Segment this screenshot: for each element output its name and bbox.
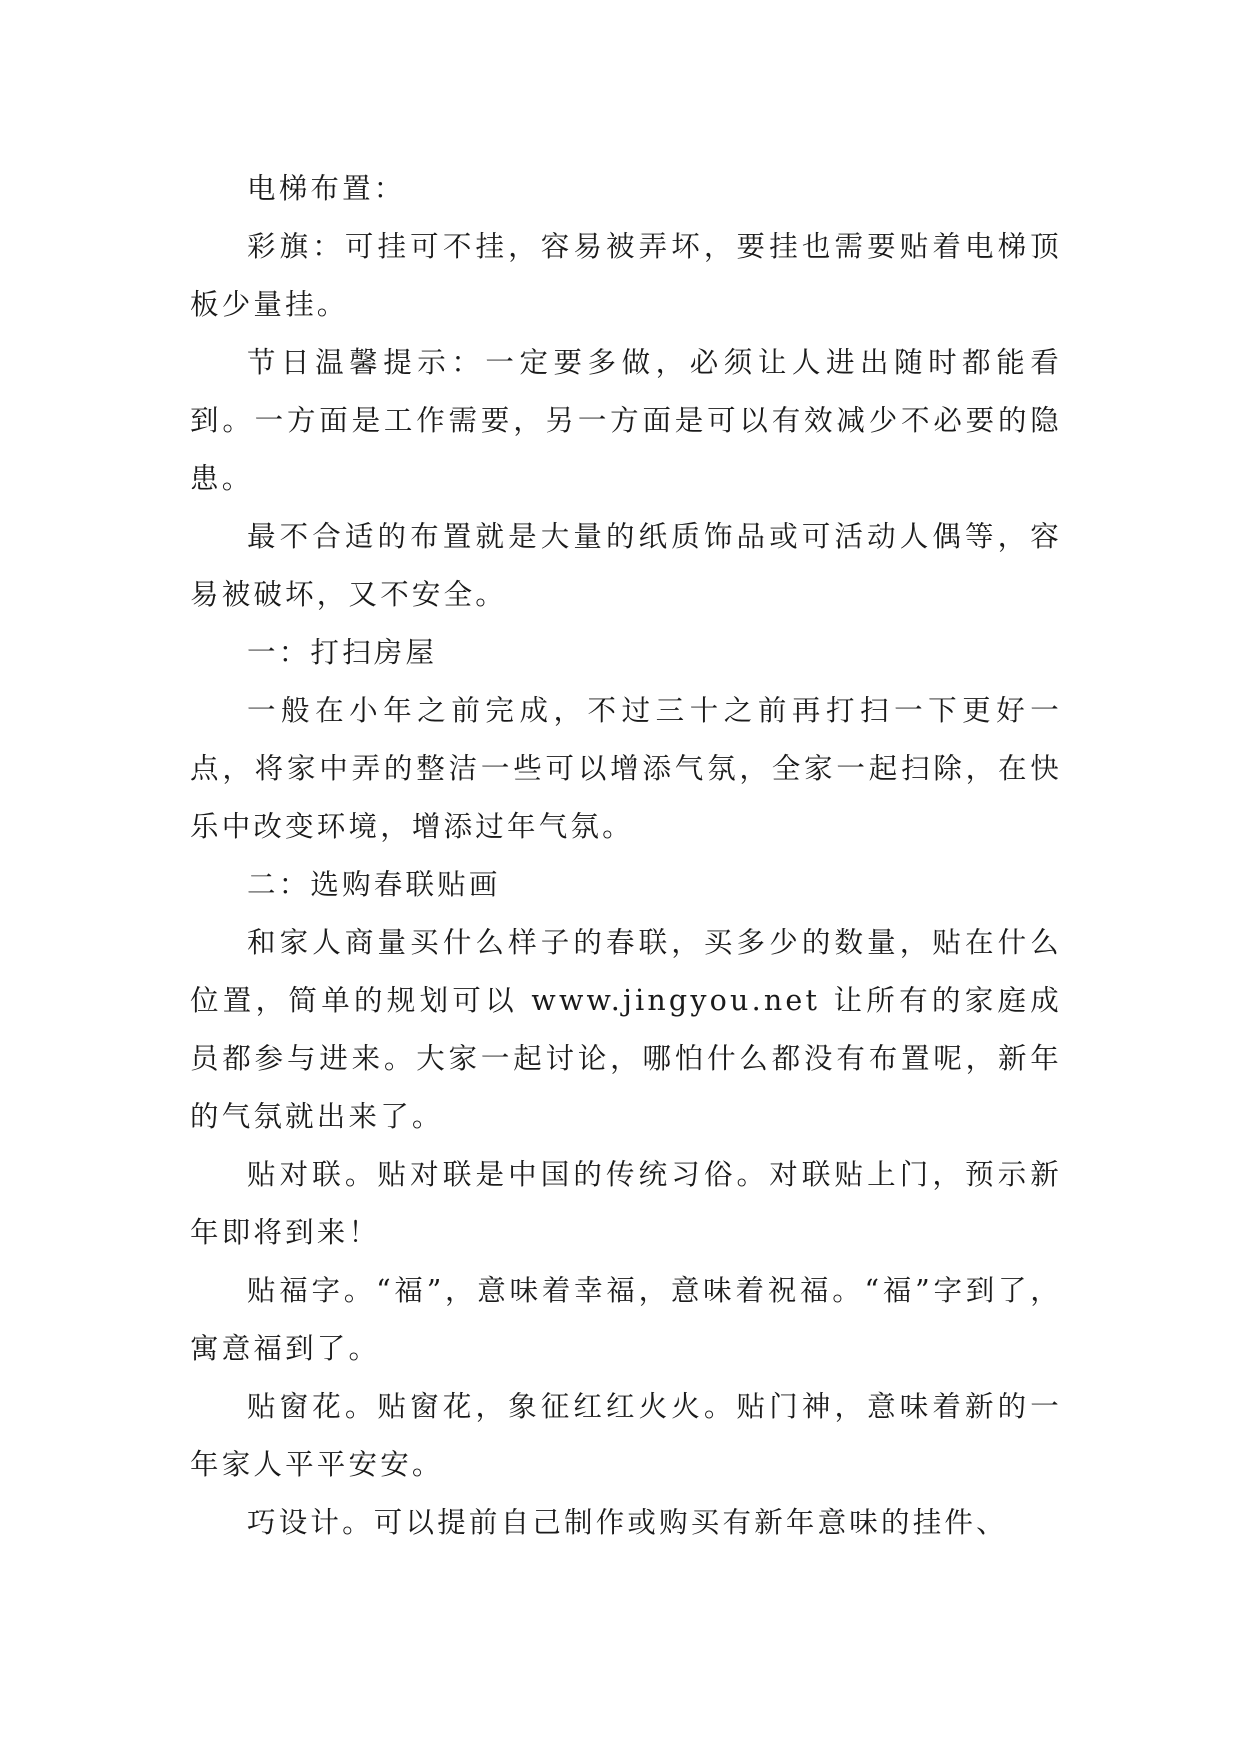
paragraph-design: 巧设计。可以提前自己制作或购买有新年意味的挂件、 xyxy=(247,1506,1008,1539)
paragraph-couplets: 贴对联。贴对联是中国的传统习俗。对联贴上门，预示新年即将到来！ xyxy=(190,1158,1062,1249)
paragraph-flags: 彩旗：可挂可不挂，容易被弄坏，要挂也需要贴着电梯顶板少量挂。 xyxy=(190,230,1062,321)
paragraph-section-two-heading: 二：选购春联贴画 xyxy=(247,868,501,901)
paragraph-unsuitable-decor: 最不合适的布置就是大量的纸质饰品或可活动人偶等，容易被破坏，又不安全。 xyxy=(190,520,1062,611)
paragraph-holiday-tip: 节日温馨提示：一定要多做，必须让人进出随时都能看到。一方面是工作需要，另一方面是可以有效减少不必要的隐患。 xyxy=(190,346,1062,495)
paragraph-fu-character: 贴福字。“福”，意味着幸福，意味着祝福。“福”字到了，寓意福到了。 xyxy=(190,1274,1062,1365)
paragraph-section-one-heading: 一：打扫房屋 xyxy=(247,636,438,669)
paragraph-couplet-planning: 和家人商量买什么样子的春联，买多少的数量，贴在什么位置，简单的规划可以 www.jingyou.net 让所有的家庭成员都参与进来。大家一起讨论，哪怕什么都没有布置呢，新年的气氛就出来了。 xyxy=(190,926,1062,1133)
paragraph-cleaning: 一般在小年之前完成，不过三十之前再打扫一下更好一点，将家中弄的整洁一些可以增添气氛，全家一起扫除，在快乐中改变环境，增添过年气氛。 xyxy=(190,694,1062,843)
document-body xyxy=(190,160,1062,1552)
paragraph-window-flowers: 贴窗花。贴窗花，象征红红火火。贴门神，意味着新的一年家人平平安安。 xyxy=(190,1390,1062,1481)
paragraph-elevator-heading: 电梯布置： xyxy=(247,172,406,205)
